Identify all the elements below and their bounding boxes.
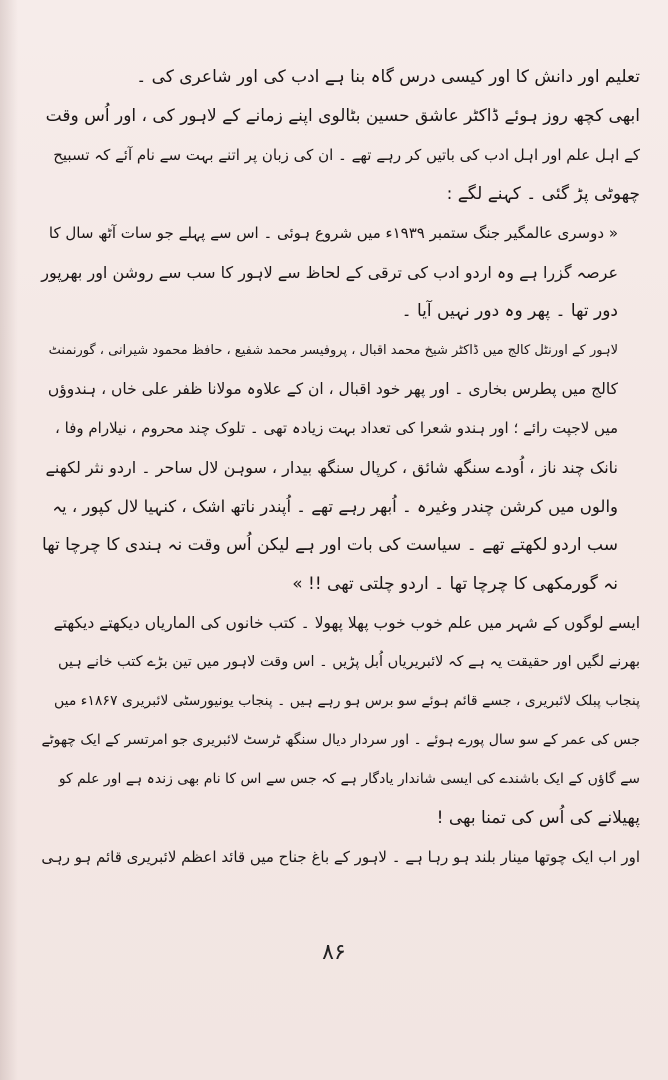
text-line: پھیلانے کی اُس کی تمنا بھی !: [436, 808, 640, 828]
text-line: تعلیم اور دانش کا اور کیسی درس گاہ بنا ہے ادب کی اور شاعری کی ۔: [136, 67, 640, 87]
text-line: والوں میں کرشن چندر وغیرہ ۔ اُبھر رہے تھے ۔ اُپندر ناتھ اشک ، کنہیا لال کپور ، یہ: [52, 497, 618, 516]
text-line: « دوسری عالمگیر جنگ ستمبر ۱۹۳۹ء میں شروع ہوئی ۔ اس سے پہلے جو سات آٹھ سال کا: [48, 224, 618, 242]
text-line: لاہور کے اورنٹل کالج میں ڈاکٹر شیخ محمد اقبال ، پروفیسر محمد شفیع ، حافظ محمود شیرانی ، گورنمنٹ: [48, 343, 618, 358]
text-line: ایسے لوگوں کے شہر میں علم خوب خوب پھلا پھولا ۔ کتب خانوں کی الماریاں دیکھتے دیکھتے: [53, 614, 640, 632]
text-line: بھرنے لگیں اور حقیقت یہ ہے کہ لائبریریاں اُبل پڑیں ۔ اس وقت لاہور میں تین بڑے کتب خانے ہیں: [58, 654, 640, 670]
paragraph: [40, 838, 640, 877]
text-line: سب اردو لکھتے تھے ۔ سیاست کی بات اور ہے لیکن اُس وقت نہ ہندی کا چرچا تھا: [42, 535, 618, 555]
text-line: جس کی عمر کے سو سال پورے ہوئے ۔ اور سردار دیال سنگھ ٹرسٹ لائبریری جو امرتسر کے ایک چھوٹے: [41, 732, 640, 748]
text-line: سے گاؤں کے ایک باشندے کی ایسی شاندار یادگار ہے کہ جس سے اس کا نام بھی زندہ ہے اور علم کو: [58, 771, 640, 787]
text-line: کالج میں پطرس بخاری ۔ اور پھر خود اقبال ، ان کے علاوہ مولانا ظفر علی خاں ، ہندوؤں: [47, 380, 618, 398]
paragraph: [40, 58, 640, 214]
text-line: نانک چند ناز ، اُودے سنگھ شائق ، کرپال سنگھ بیدار ، سوہن لال ساحر ۔ اردو نثر لکھنے: [45, 458, 618, 477]
page-number: ۸۶: [322, 940, 346, 965]
paragraph: [40, 604, 640, 838]
text-line: نہ گورمکھی کا چرچا تھا ۔ اردو چلتی تھی !! »: [292, 574, 618, 594]
text-line: اور اب ایک چوتھا مینار بلند ہو رہا ہے ۔ لاہور کے باغ جناح میں قائد اعظم لائبریری قائم ہو رہی: [41, 848, 640, 866]
text-line: دور تھا ۔ پھر وہ دور نہیں آیا ۔: [401, 301, 618, 321]
text-line: ابھی کچھ روز ہوئے ڈاکٹر عاشق حسین بٹالوی اپنے زمانے کے لاہور کی ، اور اُس وقت: [45, 106, 640, 126]
quoted-paragraph: [40, 214, 640, 604]
text-line: کے اہل علم اور اہل ادب کی باتیں کر رہے تھے ۔ ان کی زبان پر اتنے بہت سے نام آئے کہ تسبیح: [53, 146, 640, 164]
page-text-body: [40, 58, 640, 877]
page-gutter-shadow: [0, 0, 18, 1080]
text-line: میں لاجپت رائے ؛ اور ہندو شعرا کی تعداد بہت زیادہ تھی ۔ تلوک چند محروم ، نیلارام وفا ،: [55, 419, 618, 437]
text-line: پنجاب پبلک لائبریری ، جسے قائم ہوئے سو برس ہو رہے ہیں ۔ پنجاب یونیورسٹی لائبریری ۱۸۶۷ء میں: [53, 693, 640, 709]
text-line: چھوٹی پڑ گئی ۔ کہنے لگے :: [446, 184, 640, 204]
text-line: عرصہ گزرا ہے وہ اردو ادب کی ترقی کے لحاظ سے لاہور کا سب سے روشن اور بھرپور: [41, 263, 618, 282]
